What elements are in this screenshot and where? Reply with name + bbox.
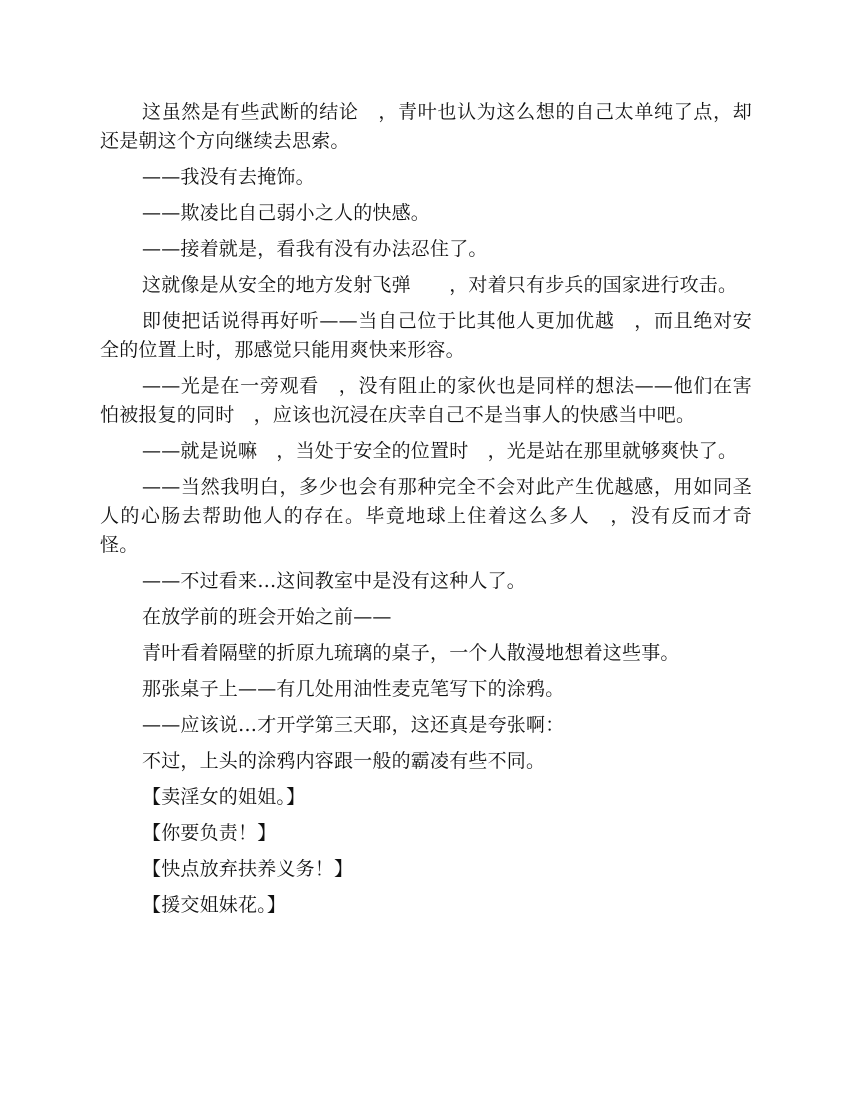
paragraph: 【卖淫女的姐姐。】	[142, 786, 306, 808]
paragraph: 这就像是从安全的地方发射飞弹 ，对着只有步兵的国家进行攻击。	[142, 274, 738, 296]
paragraph: ——就是说嘛 ，当处于安全的位置时 ，光是站在那里就够爽快了。	[142, 440, 738, 462]
body-text	[100, 98, 752, 927]
paragraph: ——应该说…才开学第三天耶，这还真是夸张啊：	[142, 714, 565, 736]
paragraph: 那张桌子上——有几处用油性麦克笔写下的涂鸦。	[142, 678, 565, 700]
paragraph: 【快点放弃扶养义务！】	[142, 858, 354, 880]
paragraph: ——当然我明白，多少也会有那种完全不会对此产生优越感，用如同圣人的心肠去帮助他人的存在。毕竟地球上住着这么多人 ，没有反而才奇怪。	[100, 476, 752, 556]
paragraph: ——我没有去掩饰。	[142, 166, 315, 188]
paragraph: ——不过看来…这间教室中是没有这种人了。	[142, 570, 527, 592]
paragraph: ——欺凌比自己弱小之人的快感。	[142, 202, 431, 224]
paragraph: ——接着就是，看我有没有办法忍住了。	[142, 238, 488, 260]
paragraph: 这虽然是有些武断的结论 ，青叶也认为这么想的自己太单纯了点，却还是朝这个方向继续去思索。	[100, 101, 752, 152]
paragraph: 不过，上头的涂鸦内容跟一般的霸凌有些不同。	[142, 750, 546, 772]
paragraph: 青叶看着隔壁的折原九琉璃的桌子，一个人散漫地想着这些事。	[142, 642, 680, 664]
paragraph: 在放学前的班会开始之前——	[142, 606, 392, 628]
paragraph: 【援交姐妹花。】	[142, 894, 287, 916]
paragraph: 【你要负责！】	[142, 822, 277, 844]
paragraph: 即使把话说得再好听——当自己位于比其他人更加优越 ，而且绝对安全的位置上时，那感觉只能用爽快来形容。	[100, 310, 752, 361]
paragraph: ——光是在一旁观看 ，没有阻止的家伙也是同样的想法——他们在害怕被报复的同时 ，应该也沉浸在庆幸自己不是当事人的快感当中吧。	[100, 375, 752, 426]
